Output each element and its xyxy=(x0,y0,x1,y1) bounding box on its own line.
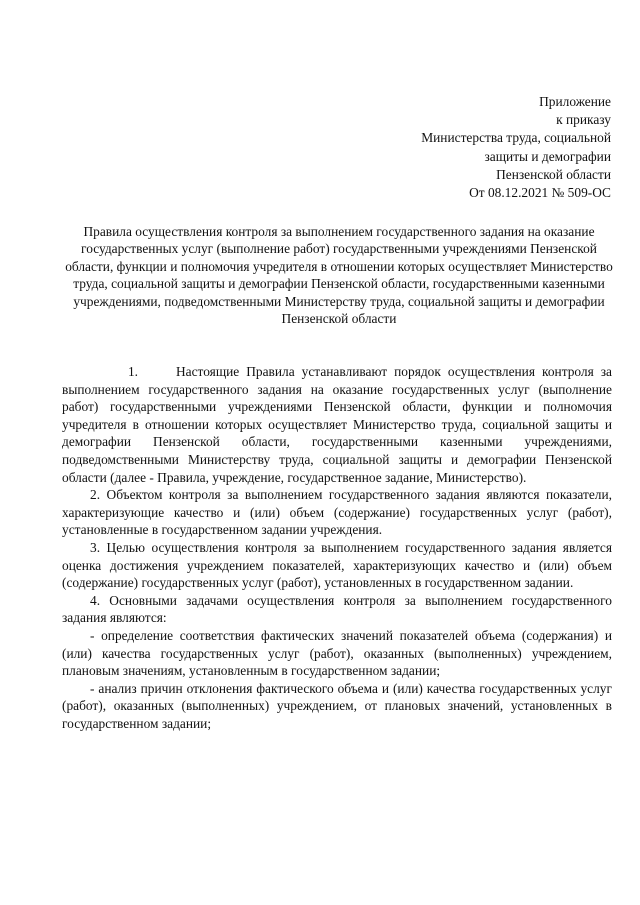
paragraph-6: - анализ причин отклонения фактического объема и (или) качества государственных услуг (работ), оказанных (выполненных) учреждением, от плановых значений, установленных в государственном задании; xyxy=(62,680,612,731)
document-body xyxy=(62,363,612,732)
approval-line: защиты и демографии xyxy=(484,148,611,164)
approval-line: Приложение xyxy=(539,94,611,109)
approval-block xyxy=(351,93,611,202)
paragraph-5: - определение соответствия фактических значений показателей объема (содержания) и (или) качества государственных услуг (работ), оказанных (выполненных) учреждением, плановым значениям, установленным в государственном задании; xyxy=(62,627,612,679)
approval-line: От 08.12.2021 № 509-ОС xyxy=(469,185,611,201)
paragraph-2: 2. Объектом контроля за выполнением государственного задания являются показатели, характеризующие качество и (или) объем (содержание) государственных услуг (работ), установленные в государственном задании учреждения. xyxy=(62,487,612,538)
approval-line: Министерства труда, социальной xyxy=(421,130,611,146)
paragraph-4: 4. Основными задачами осуществления контроля за выполнением государственного задания являются: xyxy=(62,592,612,626)
document-title: Правила осуществления контроля за выполнением государственного задания на оказание государственных услуг (выполнение работ) государственными учреждениями Пензенской области, функции и полномочия учредителя в отношении которых осуществляет Министерство труда, социальной защиты и демографии Пензенской области, государственными казенными учреждениями, подведомственными Министерству труда, социальной защиты и демографии Пензенской области xyxy=(65,224,613,327)
approval-line: Пензенской области xyxy=(496,166,611,182)
paragraph-1 xyxy=(62,363,612,486)
approval-line: к приказу xyxy=(556,112,611,128)
paragraph-text: Настоящие Правила устанавливают порядок осуществления контроля за выполнением государственного задания на оказание государственных услуг (выполнение работ) государственными учреждениями Пензенской области, функции и полномочия учредителя в отношении которых осуществляет Министерство труда, социальной защиты и демографии Пензенской области, государственными казенными учреждениями, подведомственными Министерству труда, социальной защиты и демографии Пензенской области (далее - Правила, учреждение, государственное задание, Министерство). xyxy=(62,364,612,485)
paragraph-number: 1. xyxy=(127,364,138,379)
paragraph-3: 3. Целью осуществления контроля за выполнением государственного задания является оценка достижения учреждением показателей, характеризующих качество и (или) объем (содержание) государственных услуг (работ), установленных в государственном задании. xyxy=(62,539,612,591)
